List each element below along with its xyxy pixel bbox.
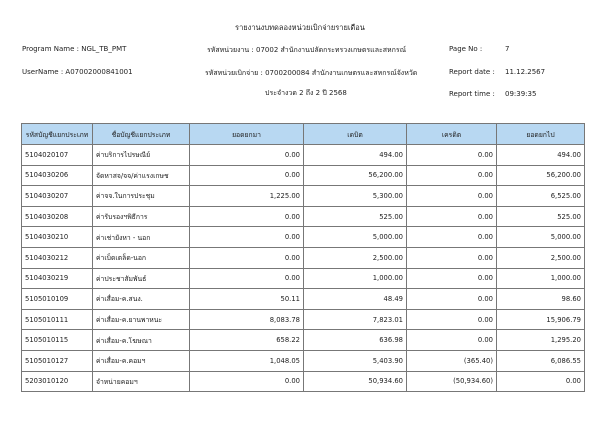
- col-account-name: ชื่อบัญชีแยกประเภท: [93, 124, 190, 145]
- credit-cell: (365.40): [407, 350, 497, 371]
- table-row: [22, 350, 585, 371]
- closing-balance-cell: 1,000.00: [497, 268, 585, 289]
- debit-cell: 56,200.00: [304, 165, 407, 186]
- account-code-cell: 5104020107: [22, 145, 93, 166]
- account-code-cell: 5104030210: [22, 227, 93, 248]
- closing-balance-cell: 494.00: [497, 145, 585, 166]
- table-row: [22, 247, 585, 268]
- credit-cell: 0.00: [407, 206, 497, 227]
- account-name-cell: ค่าเสื่อม-ค.สนง.: [93, 289, 190, 310]
- opening-balance-cell: 1,225.00: [190, 186, 304, 207]
- credit-cell: 0.00: [407, 145, 497, 166]
- account-code-cell: 5203010120: [22, 371, 93, 392]
- closing-balance-cell: 2,500.00: [497, 247, 585, 268]
- col-credit: เครดิต: [407, 124, 497, 145]
- opening-balance-cell: 0.00: [190, 165, 304, 186]
- closing-balance-cell: 525.00: [497, 206, 585, 227]
- page-no-value: 7: [505, 45, 510, 53]
- report-period: ประจำงวด 2 ถึง 2 ปี 2568: [265, 89, 347, 97]
- account-code-cell: 5105010111: [22, 309, 93, 330]
- credit-cell: 0.00: [407, 186, 497, 207]
- closing-balance-cell: 6,086.55: [497, 350, 585, 371]
- debit-cell: 525.00: [304, 206, 407, 227]
- debit-cell: 5,300.00: [304, 186, 407, 207]
- account-name-cell: ค่าเบ็ดเตล็ด-นอก: [93, 247, 190, 268]
- account-name-cell: ค่าจจ.ในการประชุม: [93, 186, 190, 207]
- table-row: [22, 186, 585, 207]
- account-code-cell: 5104030207: [22, 186, 93, 207]
- debit-cell: 48.49: [304, 289, 407, 310]
- closing-balance-cell: 6,525.00: [497, 186, 585, 207]
- report-title: รายงานงบทดลองหน่วยเบิกจ่ายรายเดือน: [235, 23, 365, 32]
- table-row: [22, 309, 585, 330]
- table-row: [22, 165, 585, 186]
- credit-cell: 0.00: [407, 309, 497, 330]
- closing-balance-cell: 15,906.79: [497, 309, 585, 330]
- table-row: [22, 371, 585, 392]
- opening-balance-cell: 8,083.78: [190, 309, 304, 330]
- credit-cell: 0.00: [407, 227, 497, 248]
- opening-balance-cell: 0.00: [190, 371, 304, 392]
- debit-cell: 494.00: [304, 145, 407, 166]
- account-code-cell: 5105010115: [22, 330, 93, 351]
- opening-balance-cell: 0.00: [190, 247, 304, 268]
- closing-balance-cell: 5,000.00: [497, 227, 585, 248]
- credit-cell: 0.00: [407, 330, 497, 351]
- closing-balance-cell: 98.60: [497, 289, 585, 310]
- account-name-cell: ค่าเช่ายังหา - นอก: [93, 227, 190, 248]
- debit-cell: 1,000.00: [304, 268, 407, 289]
- table-row: [22, 330, 585, 351]
- opening-balance-cell: 0.00: [190, 206, 304, 227]
- account-name-cell: ค่ารับรองฯพิธีการ: [93, 206, 190, 227]
- opening-balance-cell: 0.00: [190, 227, 304, 248]
- account-code-cell: 5104030219: [22, 268, 93, 289]
- report-time-value: 09:39:35: [505, 90, 537, 98]
- table-row: [22, 206, 585, 227]
- account-code-cell: 5104030212: [22, 247, 93, 268]
- report-date-value: 11.12.2567: [505, 68, 546, 76]
- account-name-cell: จำหน่ายคอมฯ: [93, 371, 190, 392]
- closing-balance-cell: 56,200.00: [497, 165, 585, 186]
- disbursing-unit: รหัสหน่วยเบิกจ่าย : 0700200084 สำนักงานเกษตรและสหกรณ์จังหวัด: [205, 69, 418, 77]
- credit-cell: 0.00: [407, 268, 497, 289]
- trial-balance-table: [21, 123, 585, 392]
- debit-cell: 50,934.60: [304, 371, 407, 392]
- account-name-cell: ค่าเสื่อม-ค.โฆษณา: [93, 330, 190, 351]
- opening-balance-cell: 1,048.05: [190, 350, 304, 371]
- col-closing-balance: ยอดยกไป: [497, 124, 585, 145]
- agency-code: รหัสหน่วยงาน : 07002 สำนักงานปลัดกระทรวงเกษตรและสหกรณ์: [207, 46, 407, 54]
- debit-cell: 2,500.00: [304, 247, 407, 268]
- table-header-row: [22, 124, 585, 145]
- table-row: [22, 268, 585, 289]
- table-row: [22, 289, 585, 310]
- col-account-code: รหัสบัญชีแยกประเภท: [22, 124, 93, 145]
- account-name-cell: จัดหาสจ/จจ/ค่าแรงเกษช: [93, 165, 190, 186]
- debit-cell: 7,823.01: [304, 309, 407, 330]
- credit-cell: 0.00: [407, 289, 497, 310]
- account-name-cell: ค่าเสื่อม-ค.คอมฯ: [93, 350, 190, 371]
- debit-cell: 5,000.00: [304, 227, 407, 248]
- table-row: [22, 145, 585, 166]
- opening-balance-cell: 0.00: [190, 145, 304, 166]
- user-name: UserName : A07002000841001: [22, 68, 133, 76]
- opening-balance-cell: 0.00: [190, 268, 304, 289]
- page-no-label: Page No :: [449, 45, 483, 53]
- opening-balance-cell: 50.11: [190, 289, 304, 310]
- credit-cell: 0.00: [407, 247, 497, 268]
- col-opening-balance: ยอดยกมา: [190, 124, 304, 145]
- report-time-label: Report time :: [449, 90, 495, 98]
- account-code-cell: 5105010127: [22, 350, 93, 371]
- account-name-cell: ค่าบริการไปรษณีย์: [93, 145, 190, 166]
- debit-cell: 636.98: [304, 330, 407, 351]
- program-name: Program Name : NGL_TB_PMT: [22, 45, 127, 53]
- report-date-label: Report date :: [449, 68, 495, 76]
- account-name-cell: ค่าเสื่อม-ค.ยานพาหนะ: [93, 309, 190, 330]
- account-code-cell: 5104030208: [22, 206, 93, 227]
- account-name-cell: ค่าประชาสัมพันธ์: [93, 268, 190, 289]
- credit-cell: (50,934.60): [407, 371, 497, 392]
- account-code-cell: 5104030206: [22, 165, 93, 186]
- debit-cell: 5,403.90: [304, 350, 407, 371]
- table-row: [22, 227, 585, 248]
- credit-cell: 0.00: [407, 165, 497, 186]
- closing-balance-cell: 1,295.20: [497, 330, 585, 351]
- account-code-cell: 5105010109: [22, 289, 93, 310]
- opening-balance-cell: 658.22: [190, 330, 304, 351]
- closing-balance-cell: 0.00: [497, 371, 585, 392]
- col-debit: เดบิต: [304, 124, 407, 145]
